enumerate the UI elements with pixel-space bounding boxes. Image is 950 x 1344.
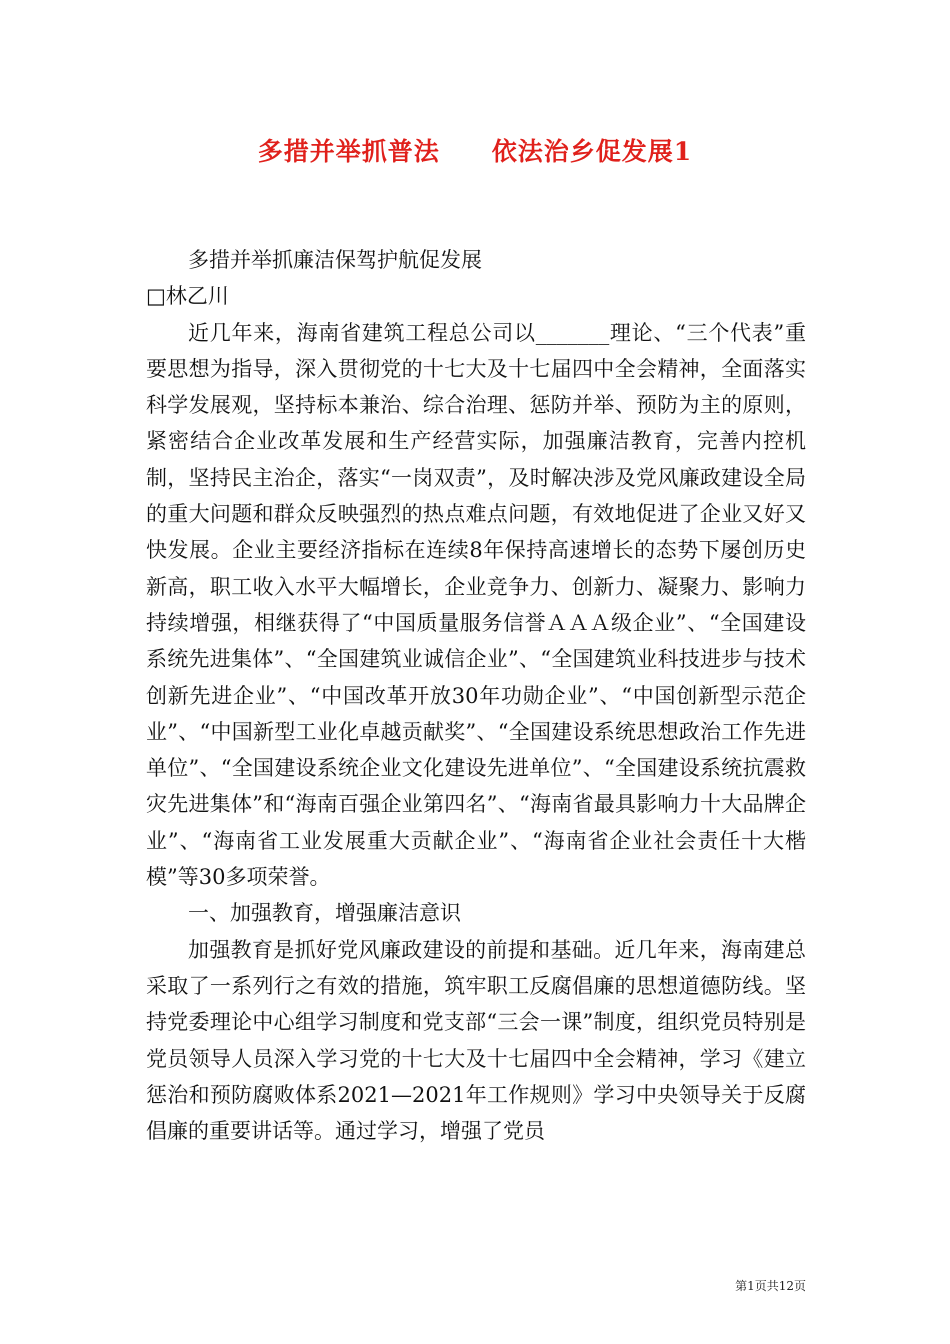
document-title: 多措并举抓普法 依法治乡促发展1 <box>257 137 693 166</box>
body-paragraph: 加强教育是抓好党风廉政建设的前提和基础。近几年来，海南建总采取了一系列行之有效的措施，筑牢职工反腐倡廉的思想道德防线。坚持党委理论中心组学习制度和党支部“三会一课”制度，组织党员特别是党员领导人员深入学习党的十七大及十七届四中全会精神，学习《建立惩治和预防腐败体系2021—2021年工作规则》学习中央领导关于反腐倡廉的重要讲话等。通过学习，增强了党员 <box>146 937 806 1144</box>
author-line: □林乙川 <box>146 284 229 309</box>
article-heading: 多措并举抓廉洁保驾护航促发展 <box>188 248 482 272</box>
body-paragraph: 近几年来，海南省建筑工程总公司以_______理论、“三个代表”重要思想为指导，深入贯彻党的十七大及十七届四中全会精神，全面落实科学发展观，坚持标本兼治、综合治理、惩防并举、预防为主的原则，紧密结合企业改革发展和生产经营实际，加强廉洁教育，完善内控机制，坚持民主治企，落实“一岗双责”，及时解决涉及党风廉政建设全局的重大问题和群众反映强烈的热点难点问题，有效地促进了企业又好又快发展。企业主要经济指标在连续8年保持高速增长的态势下屡创历史新高，职工收入水平大幅增长，企业竞争力、创新力、凝聚力、影响力持续增强，相继获得了“中国质量服务信誉ＡＡＡ级企业”、“全国建设系统先进集体”、“全国建筑业诚信企业”、“全国建筑业科技进步与技术创新先进企业”、“中国改革开放30年功勋企业”、“中国创新型示范企业”、“中国新型工业化卓越贡献奖”、“全国建设系统思想政治工作先进单位”、“全国建设系统企业文化建设先进单位”、“全国建设系统抗震救灾先进集体”和“海南百强企业第四名”、“海南省最具影响力十大品牌企业”、“海南省工业发展重大贡献企业”、“海南省企业社会责任十大楷模”等30多项荣誉。 <box>146 320 806 890</box>
section-heading: 一、加强教育，增强廉洁意识 <box>188 901 461 926</box>
page-number: 第1页共12页 <box>735 1279 806 1293</box>
document-body <box>146 242 806 1149</box>
